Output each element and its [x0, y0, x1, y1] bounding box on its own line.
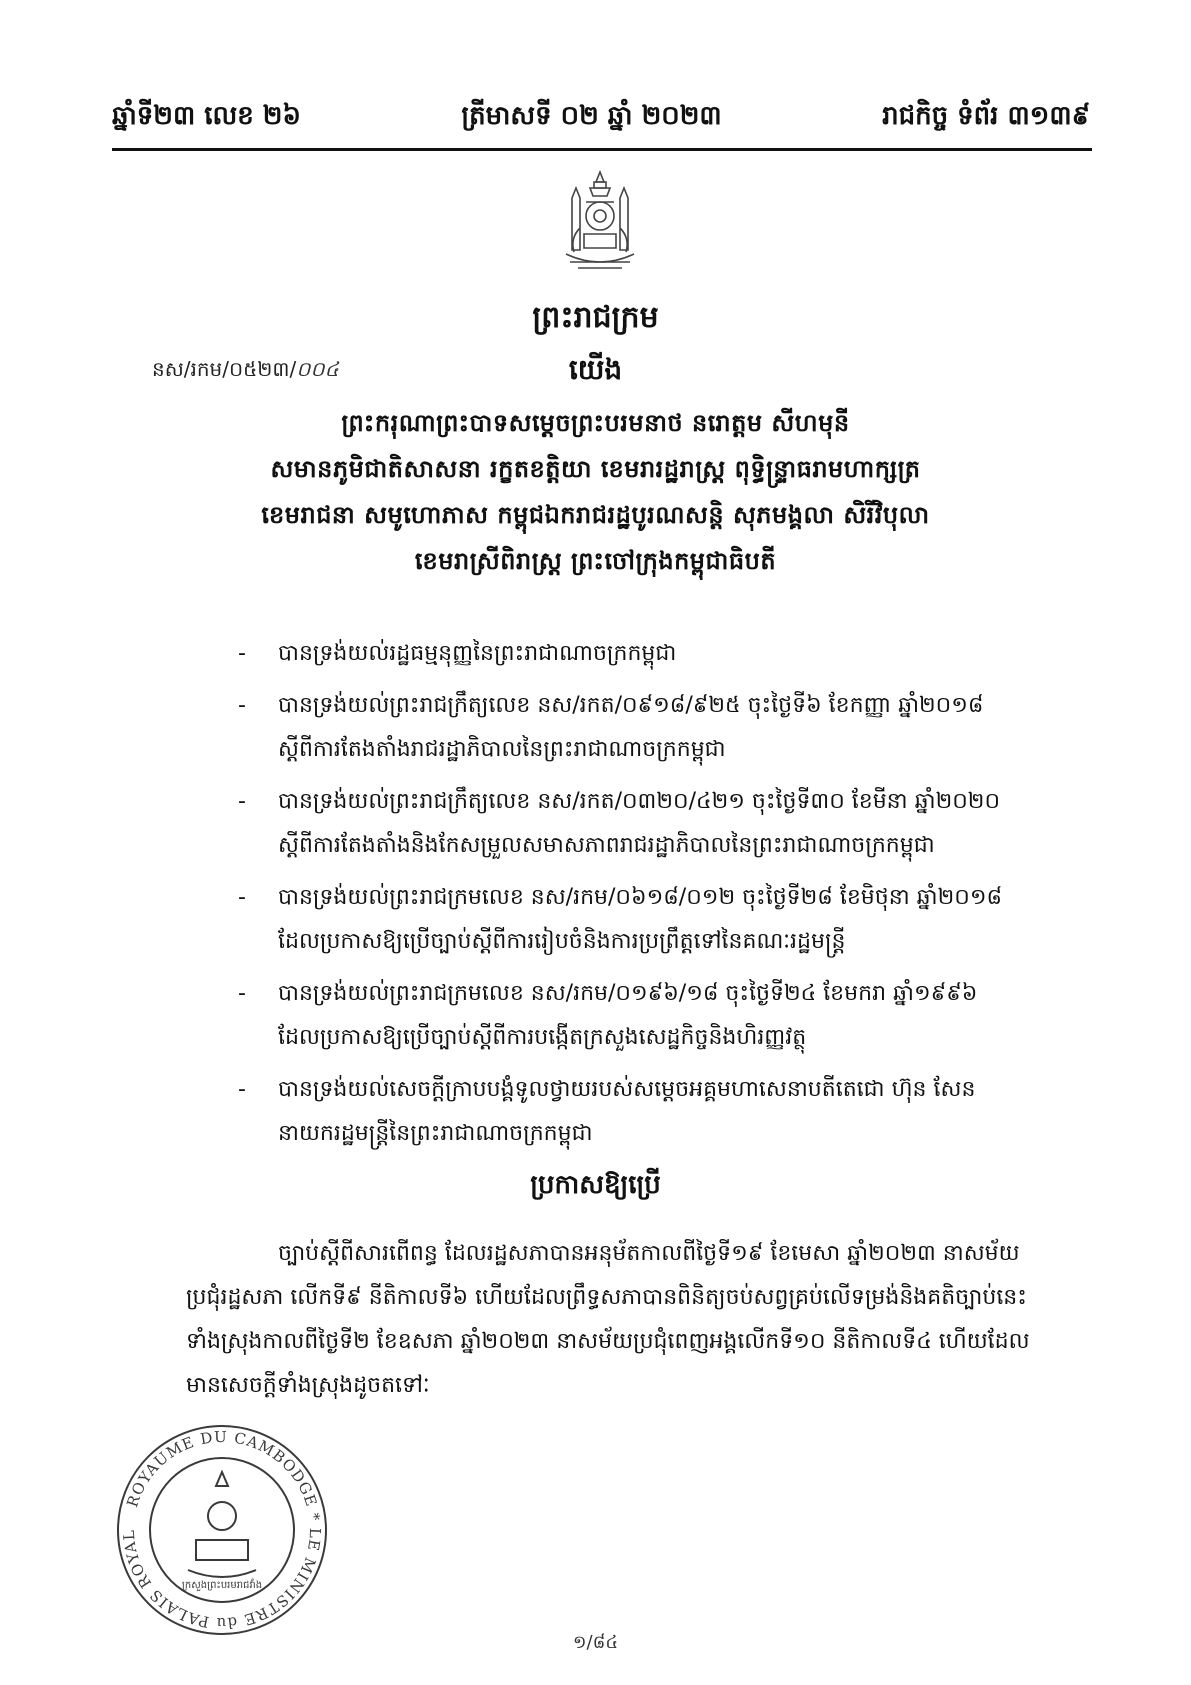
decree-title: ព្រះរាជក្រម — [532, 300, 659, 335]
seal-inner-text: ក្រសួងព្រះបរមរាជវាំង — [181, 1580, 263, 1591]
decree-reference-printed: នស/រកម/០៥២៣/ — [152, 357, 297, 381]
recital-line: បានទ្រង់យល់រដ្ឋធម្មនុញ្ញនៃព្រះរាជាណាចក្រកម្ពុជា — [278, 641, 677, 666]
gazette-header — [112, 96, 1090, 140]
gazette-page: រាជកិច្ច ទំព័រ ៣១៣៩ — [882, 101, 1090, 131]
recital-line: ស្តីពីការតែងតាំងនិងកែសម្រួលសមាសភាពរាជរដ្ឋាភិបាលនៃព្រះរាជាណាចក្រកម្ពុជា — [278, 833, 935, 858]
recital-line: ដែលប្រកាសឱ្យប្រើច្បាប់ស្តីពីការរៀបចំនិងការប្រព្រឹត្តទៅនៃគណៈរដ្ឋមន្ត្រី — [278, 929, 846, 954]
gazette-issue: ឆ្នាំទី២៣ លេខ ២៦ — [112, 101, 301, 131]
recitals-list — [238, 632, 1048, 1164]
recital-item: - បានទ្រង់យល់ព្រះរាជក្រមលេខ នស/រកម/០១៩៦/១៨ ចុះថ្ងៃទី២៤ ខែមករា ឆ្នាំ១៩៩៦ ដែលប្រកាសឱ្យប្រើច្បាប់ស្តីពីការបង្កើតក្រសួងសេដ្ឋកិច្ចនិងហិរញ្ញវត្ថុ — [238, 981, 978, 1050]
recital-item: - បានទ្រង់យល់ព្រះរាជក្រឹត្យលេខ នស/រកត/០៩១៨/៩២៥ ចុះថ្ងៃទី៦ ខែកញ្ញា ឆ្នាំ២០១៨ ស្តីពីការតែងតាំងរាជរដ្ឋាភិបាលនៃព្រះរាជាណាចក្រកម្ពុជា — [238, 693, 984, 762]
recital-item: - បានទ្រង់យល់ព្រះរាជក្រឹត្យលេខ នស/រកត/០៣២០/៤២១ ចុះថ្ងៃទី៣០ ខែមីនា ឆ្នាំ២០២០ ស្តីពីការតែងតាំងនិងកែសម្រួលសមាសភាពរាជរដ្ឋាភិបាលនៃព្រះរាជាណាចក្រកម្ពុជា — [238, 789, 1001, 858]
recital-item: - បានទ្រង់យល់សេចក្តីក្រាបបង្គំទូលថ្វាយរបស់សម្តេចអគ្គមហាសេនាបតីតេជោ ហ៊ុន សែន នាយករដ្ឋមន្ត្រីនៃព្រះរាជាណាចក្រកម្ពុជា — [238, 1077, 976, 1146]
gazette-quarter: ត្រីមាសទី ០២ ឆ្នាំ ២០២៣ — [461, 101, 722, 131]
recital-line: បានទ្រង់យល់សេចក្តីក្រាបបង្គំទូលថ្វាយរបស់សម្តេចអគ្គមហាសេនាបតីតេជោ ហ៊ុន សែន — [278, 1077, 976, 1102]
header-rule — [112, 148, 1092, 151]
recital-item: - បានទ្រង់យល់ព្រះរាជក្រមលេខ នស/រកម/០៦១៨/០១២ ចុះថ្ងៃទី២៨ ខែមិថុនា ឆ្នាំ២០១៨ ដែលប្រកាសឱ្យប្រើច្បាប់ស្តីពីការរៀបចំនិងការប្រព្រឹត្តទៅនៃគណៈរដ្ឋមន្ត្រី — [238, 885, 1003, 954]
recital-line: បានទ្រង់យល់ព្រះរាជក្រឹត្យលេខ នស/រកត/០៩១៨/៩២៥ ចុះថ្ងៃទី៦ ខែកញ្ញា ឆ្នាំ២០១៨ — [278, 693, 984, 718]
recital-line: នាយករដ្ឋមន្ត្រីនៃព្រះរាជាណាចក្រកម្ពុជា — [278, 1121, 593, 1146]
royal-title-line-1: ព្រះករុណាព្រះបាទសម្តេចព្រះបរមនាថ នរោត្តម សីហមុនី — [341, 409, 850, 437]
recital-line: ស្តីពីការតែងតាំងរាជរដ្ឋាភិបាលនៃព្រះរាជាណាចក្រកម្ពុជា — [278, 737, 726, 762]
royal-title-line-2: សមានភូមិជាតិសាសនា រក្ខតខត្តិយា ខេមរារដ្ឋរាស្ត្រ ពុទ្ធិន្ទ្រាធរាមហាក្សត្រ — [270, 455, 921, 483]
seal-outer-text: ROYAUME DU CAMBODGE * LE MINISTRE du PALAIS ROYAL — [119, 1427, 325, 1633]
royal-emblem-icon — [550, 168, 650, 276]
promulgate-heading: ប្រកាសឱ្យប្រើ — [530, 1170, 661, 1200]
recital-item: - បានទ្រង់យល់រដ្ឋធម្មនុញ្ញនៃព្រះរាជាណាចក្រកម្ពុជា — [238, 641, 677, 666]
royal-palace-seal-icon — [112, 1420, 332, 1640]
recital-line: បានទ្រង់យល់ព្រះរាជក្រមលេខ នស/រកម/០៦១៨/០១២ ចុះថ្ងៃទី២៨ ខែមិថុនា ឆ្នាំ២០១៨ — [278, 885, 1003, 910]
decree-reference-handwritten: ០០៤ — [296, 357, 339, 381]
page-number: ១/៨៤ — [572, 1632, 619, 1653]
royal-title-line-4: ខេមរាស្រីពិរាស្ត្រ ព្រះចៅក្រុងកម្ពុជាធិបតី — [414, 547, 777, 575]
decree-we: យើង — [568, 353, 623, 386]
royal-title-line-3: ខេមរាជនា សមូហោភាស កម្ពុជឯករាជរដ្ឋបូរណសន្តិ សុភមង្គលា សិរីវិបុលា — [261, 501, 930, 529]
recital-line: ដែលប្រកាសឱ្យប្រើច្បាប់ស្តីពីការបង្កើតក្រសួងសេដ្ឋកិច្ចនិងហិរញ្ញវត្ថុ — [278, 1025, 807, 1050]
recital-line: បានទ្រង់យល់ព្រះរាជក្រមលេខ នស/រកម/០១៩៦/១៨ ចុះថ្ងៃទី២៤ ខែមករា ឆ្នាំ១៩៩៦ — [278, 981, 978, 1006]
body-paragraph: ច្បាប់ស្តីពីសារពើពន្ធ ដែលរដ្ឋសភាបានអនុម័តកាលពីថ្ងៃទី១៩ ខែមេសា ឆ្នាំ២០២៣ នាសម័យប្រជុំរដ្ឋសភា លើកទី៩ នីតិកាលទី៦ ហើយដែលព្រឹទ្ធសភាបានពិនិត្យចប់សព្វគ្រប់លើទម្រង់និងគតិច្បាប់នេះទាំងស្រុងកាលពីថ្ងៃទី២ ខែឧសភា ឆ្នាំ២០២៣ នាសម័យប្រជុំពេញអង្គលើកទី១០ នីតិកាលទី៤ ហើយដែលមានសេចក្តីទាំងស្រុងដូចតទៅៈ — [186, 1241, 1030, 1398]
recital-line: បានទ្រង់យល់ព្រះរាជក្រឹត្យលេខ នស/រកត/០៣២០/៤២១ ចុះថ្ងៃទី៣០ ខែមីនា ឆ្នាំ២០២០ — [278, 789, 1001, 814]
